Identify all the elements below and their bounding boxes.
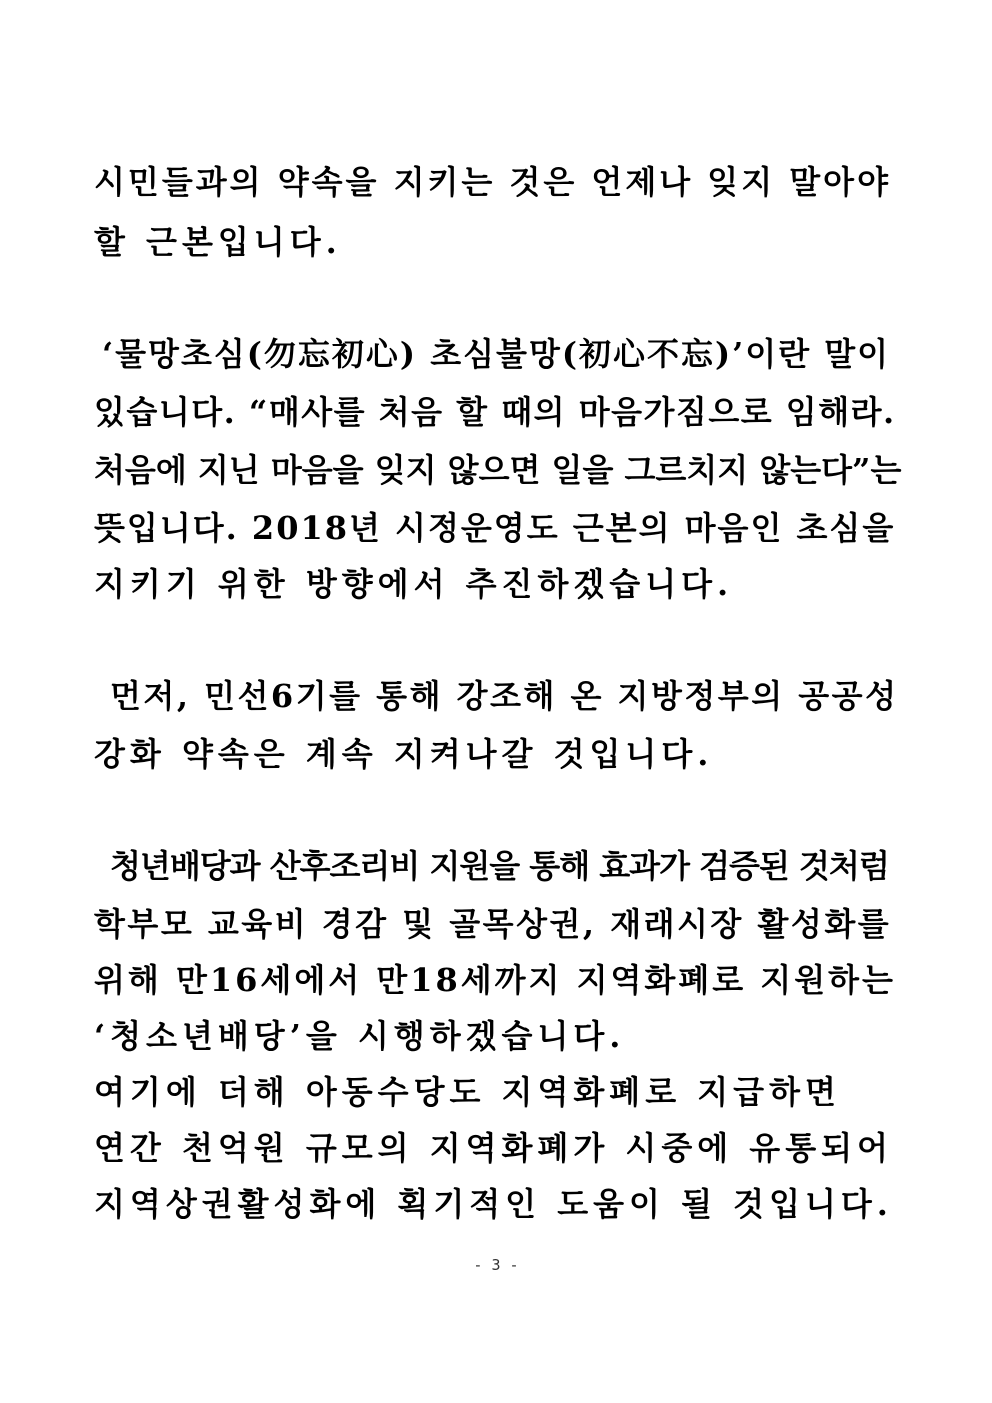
text-line: ‘청소년배당’을 시행하겠습니다. [94,1017,626,1055]
text-line: 지키기 위한 방향에서 추진하겠습니다. [94,565,734,603]
text-line: 처음에 지닌 마음을 잊지 않으면 일을 그르치지 않는다”는 [94,451,902,489]
text-line: 할 근본입니다. [94,223,342,261]
text-line: 뜻입니다. 2018년 시정운영도 근본의 마음인 초심을 [94,509,896,547]
text-line: 있습니다. “매사를 처음 할 때의 마음가짐으로 임해라. [94,393,896,431]
text-line: 강화 약속은 계속 지켜나갈 것입니다. [94,735,714,773]
text-line: ‘물망초심(勿忘初心) 초심불망(初心不忘)’이란 말이 [102,335,891,373]
text-line: 위해 만16세에서 만18세까지 지역화폐로 지원하는 [94,961,896,999]
text-line: 먼저, 민선6기를 통해 강조해 온 지방정부의 공공성 [110,677,899,715]
page-number: - 3 - [473,1256,519,1274]
text-line: 시민들과의 약속을 지키는 것은 언제나 잊지 말아야 [94,163,891,201]
text-line: 청년배당과 산후조리비 지원을 통해 효과가 검증된 것처럼 [110,847,889,885]
text-line: 여기에 더해 아동수당도 지역화폐로 지급하면 [94,1073,841,1111]
text-line: 연간 천억원 규모의 지역화폐가 시중에 유통되어 [94,1129,893,1167]
text-line: 지역상권활성화에 획기적인 도움이 될 것입니다. [94,1185,893,1223]
text-line: 학부모 교육비 경감 및 골목상권, 재래시장 활성화를 [94,905,892,943]
